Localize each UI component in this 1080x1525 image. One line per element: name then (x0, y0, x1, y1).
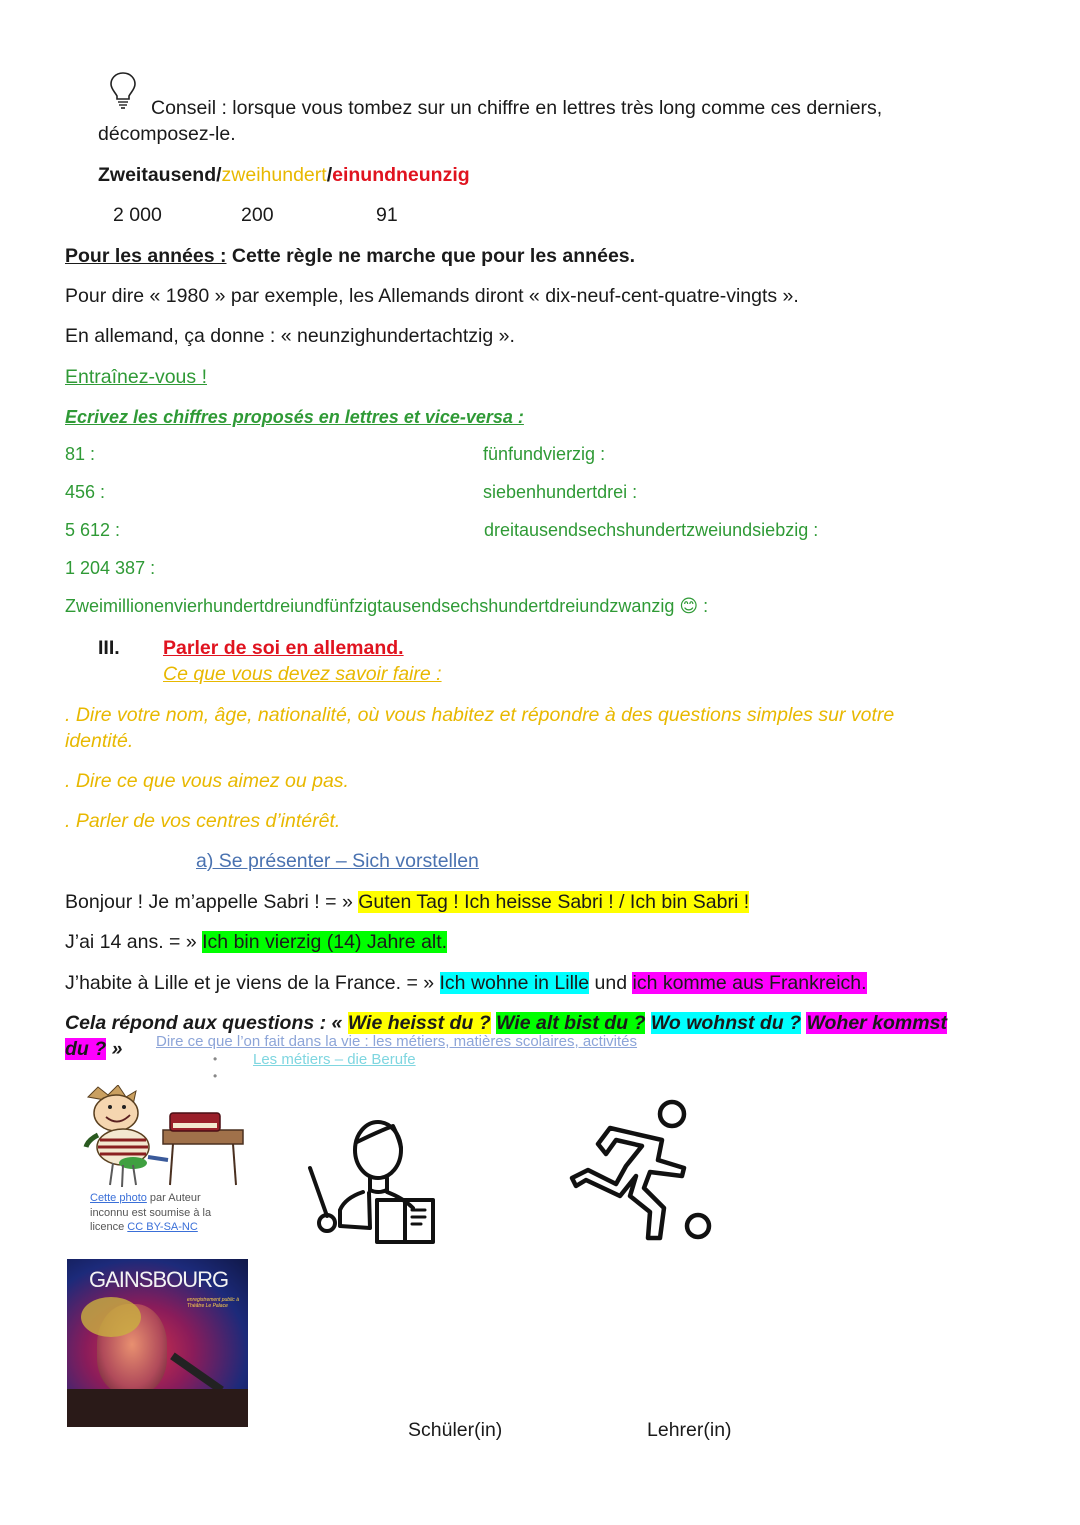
exercise-long-item: Zweimillionenvierhundertdreiundfünfzigtausendsechshundertdreiundzwanzig 😊 : (65, 596, 709, 616)
album-cover-image (67, 1259, 248, 1427)
example-name: Bonjour ! Je m’appelle Sabri ! = » Guten Tag ! Ich heisse Sabri ! / Ich bin Sabri ! (65, 891, 750, 913)
goal-2: . Dire ce que vous aimez ou pas. (65, 770, 349, 792)
photo-link[interactable]: Cette photo (90, 1192, 147, 1204)
footballer-icon (568, 1098, 716, 1243)
exercise-item-left-4: 1 204 387 : (65, 558, 156, 578)
years-rule-text: Cette règle ne marche que pour les années. (231, 245, 636, 267)
example-residence-de: Ich wohne in Lille (439, 972, 590, 994)
question-residence: Wo wohnst du ? (650, 1012, 802, 1034)
example-age: J’ai 14 ans. = » Ich bin vierzig (14) Jahre alt. (65, 931, 448, 953)
exercise-item-right-2: siebenhundertdrei : (483, 482, 638, 502)
goal-1-cont: identité. (65, 730, 134, 752)
decomposition-num-2: 200 (241, 204, 274, 226)
exercise-item-right-1: fünfundvierzig : (483, 444, 606, 464)
faint-heading: Dire ce que l’on fait dans la vie : les métiers, matières scolaires, activités (156, 1033, 638, 1050)
goal-3: . Parler de vos centres d’intérêt. (65, 810, 341, 832)
album-singer-hair (81, 1297, 141, 1337)
goal-1: . Dire votre nom, âge, nationalité, où vous habitez et répondre à des questions simples sur votre (65, 704, 895, 726)
section-numeral: III. (98, 637, 120, 659)
decomposition-word: Zweitausend/zweihundert/einundneunzig (98, 164, 470, 186)
example-name-de: Guten Tag ! Ich heisse Sabri ! / Ich bin Sabri ! (358, 891, 750, 913)
decomposition-num-1: 2 000 (113, 204, 162, 226)
tip-line2: décomposez-le. (98, 123, 236, 145)
years-example-de: En allemand, ça donne : « neunzighundertachtzig ». (65, 325, 515, 347)
decomposition-num-3: 91 (376, 204, 398, 226)
lightbulb-icon (108, 70, 138, 112)
album-title: GAINSBOURG (89, 1267, 229, 1292)
album-jacket (67, 1389, 248, 1427)
exercise-title: Entraînez-vous ! (65, 366, 207, 388)
years-example-fr: Pour dire « 1980 » par exemple, les Allemands diront « dix-neuf-cent-quatre-vingts ». (65, 285, 799, 307)
section-subtitle: Ce que vous devez savoir faire : (163, 663, 442, 685)
years-label: Pour les années : (65, 245, 227, 267)
exercise-item-left-1: 81 : (65, 444, 96, 464)
decomposition-units: einundneunzig (332, 164, 470, 186)
image-credit: Cette photo par Auteur inconnu est soumise à la licence CC BY-SA-NC (90, 1192, 212, 1233)
label-lehrer: Lehrer(in) (647, 1419, 732, 1441)
exercise-item-left-3: 5 612 : (65, 520, 121, 540)
album-subtitle: enregistrement public à Théâtre Le Palace (187, 1297, 239, 1309)
faint-subheading: Les métiers – die Berufe (253, 1051, 416, 1068)
example-origin-de: ich komme aus Frankreich. (632, 972, 867, 994)
bullet-1: • (213, 1052, 218, 1066)
question-origin: Woher kommst (806, 1012, 947, 1034)
subsection-title: a) Se présenter – Sich vorstellen (196, 850, 479, 872)
tip-line1: Conseil : lorsque vous tombez sur un chiffre en lettres très long comme ces derniers, (151, 97, 883, 119)
example-residence: J’habite à Lille et je viens de la France. = » Ich wohne in Lille und ich komme aus Frankreich. (65, 972, 867, 994)
decomposition-thousands: Zweitausend (98, 164, 217, 186)
album-microphone (170, 1353, 224, 1394)
years-rule (65, 243, 635, 269)
label-schueler: Schüler(in) (408, 1419, 503, 1441)
question-age: Wie alt bist du ? (496, 1012, 646, 1034)
exercise-item-left-2: 456 : (65, 482, 106, 502)
exercise-item-right-3: dreitausendsechshundertzweiundsiebzig : (484, 520, 819, 540)
smiley-icon: 😊 (679, 596, 699, 616)
questions-line: Cela répond aux questions : « Wie heisst du ? Wie alt bist du ? Wo wohnst du ? Woher kommst (65, 1012, 947, 1034)
student-illustration (78, 1085, 248, 1190)
example-age-de: Ich bin vierzig (14) Jahre alt. (202, 931, 448, 953)
exercise-instruction: Ecrivez les chiffres proposés en lettres et vice-versa : (65, 407, 524, 427)
bullet-2: • (213, 1069, 218, 1083)
decomposition-hundreds: zweihundert (221, 164, 327, 186)
section-title: Parler de soi en allemand. (163, 637, 404, 659)
question-name: Wie heisst du ? (347, 1012, 491, 1034)
teacher-icon (305, 1110, 437, 1245)
license-link[interactable]: CC BY-SA-NC (127, 1221, 198, 1233)
questions-line-2: du ? » (65, 1038, 123, 1060)
